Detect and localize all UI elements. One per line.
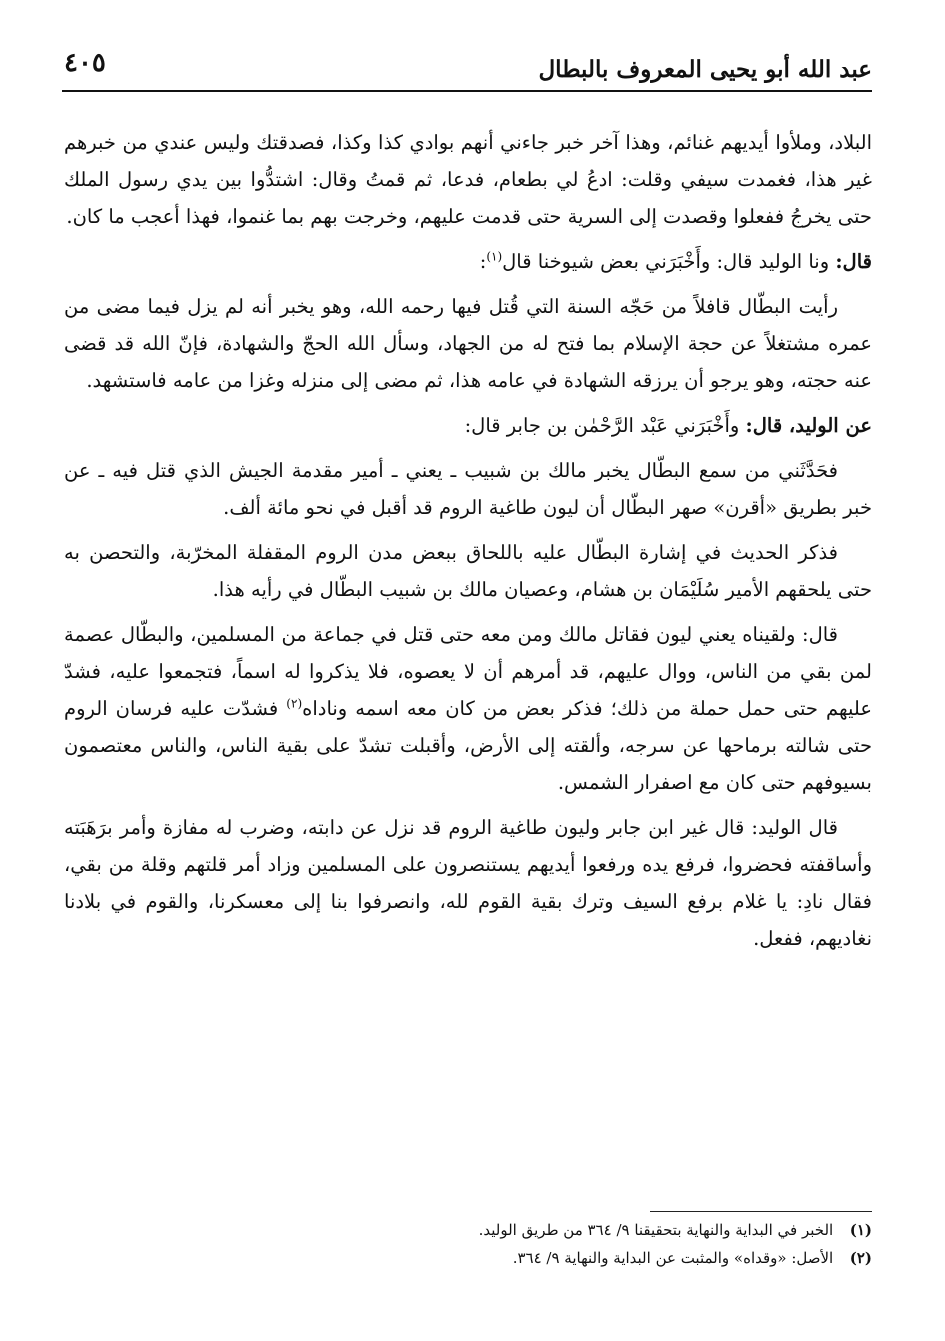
main-text — [64, 124, 872, 965]
footnote-1-mark: (١) — [849, 1221, 872, 1239]
paragraph-1-text: البلاد، وملأوا أيديهم غنائم، وهذا آخر خبر جاءني أنهم بوادي كذا وكذا، فصدقتك وليس عندي من خبرهم غير هذا، فغمدت سيفي وقلت: ادعُ لي بطعام، فدعا، ثم قمتُ وقال: اشتدُّوا بين يدي رسول الملك حتى يخرجُ ففعلوا وقصدت إلى السرية حتى قدمت عليهم، وخرجت بهم بما غنموا، فهذا أعجب ما كان. — [64, 131, 872, 228]
paragraph-5 — [64, 452, 872, 526]
footnote-ref-1: (١) — [486, 249, 503, 264]
paragraph-6 — [64, 534, 872, 608]
footnote-2-text: الأصل: «وقداه» والمثبت عن البداية والنهاية ٩/ ٣٦٤. — [512, 1249, 834, 1267]
footnote-ref-2: (٢) — [286, 696, 303, 711]
page-number: ٤٠٥ — [64, 48, 106, 78]
footnote-2 — [64, 1244, 872, 1272]
page-header — [64, 48, 872, 88]
paragraph-5-text: فحَدَّثَني من سمع البطّال يخبر مالك بن شبيب ـ يعني ـ أمير مقدمة الجيش الذي قتل فيه ـ عن خبر بطريق «أقرن» صهر البطّال أن ليون طاغية الروم قد أقبل في نحو مائة ألف. — [64, 459, 872, 519]
paragraph-3 — [64, 288, 872, 399]
footnote-2-mark: (٢) — [849, 1249, 872, 1267]
footnote-1 — [64, 1216, 872, 1244]
header-rule — [62, 90, 872, 92]
paragraph-8 — [64, 809, 872, 957]
paragraph-3-text: رأيت البطّال قافلاً من حَجّه السنة التي قُتل فيها رحمه الله، وهو يخبر أنه لم يزل فيما مضى من عمره مشتغلاً عن حجة الإسلام بما فتح له من الجهاد، وسأل الله الحجّ والشهادة، فإنّ الله قد قضى عنه حجته، وهو يرجو أن يرزقه الشهادة في عامه هذا، ثم مضى إلى منزله وغزا من عامه فاستشهد. — [64, 295, 872, 392]
paragraph-7 — [64, 616, 872, 801]
paragraph-4 — [64, 407, 872, 444]
paragraph-2 — [64, 243, 872, 280]
footnote-rule — [650, 1211, 872, 1212]
paragraph-7-text: قال: ولقيناه يعني ليون فقاتل مالك ومن معه حتى قتل في جماعة من المسلمين، والبطّال عصمة لمن بقي من الناس، ووال عليهم، قد أمرهم أن لا يعصوه، فلا يذكروا له اسماً، فتجمعوا عليه، فشدّ عليهم حتى حمل حملة من ذلك؛ فذكر بعض من كان معه اسمه وناداه — [64, 623, 872, 720]
paragraph-8-text: قال الوليد: قال غير ابن جابر وليون طاغية الروم قد نزل عن دابته، وضرب له مفازة وأمر برَهَبَته وأساقفته فحضروا، فرفع يده ورفعوا أيديهم يستنصرون على المسلمين وزاد أمر قلتهم وقلة من بقي، فقال نادِ: يا غلام برفع السيف وترك بقية القوم لله، وانصرفوا بنا إلى معسكرنا، والقوم في بلادنا نغاديهم، ففعل. — [64, 816, 872, 950]
paragraph-2-text: ونا الوليد قال: وأَخْبَرَني بعض شيوخنا قال — [502, 250, 830, 273]
paragraph-1 — [64, 124, 872, 235]
footnote-1-text: الخبر في البداية والنهاية بتحقيقنا ٩/ ٣٦٤ من طريق الوليد. — [478, 1221, 834, 1239]
paragraph-2-lead: قال: — [835, 250, 872, 273]
paragraph-4-text: وأَخْبَرَني عَبْد الرَّحْمٰن بن جابر قال: — [464, 414, 740, 437]
footnotes — [64, 1216, 872, 1272]
paragraph-7-tail: فشدّت عليه فرسان الروم حتى شالته برماحها عن سرجه، وألقته إلى الأرض، وأقبلت تشدّ على بقية الناس، والناس معتصمون بسيوفهم حتى كان مع اصفرار الشمس. — [64, 697, 872, 794]
paragraph-6-text: فذكر الحديث في إشارة البطّال عليه باللحاق ببعض مدن الروم المقفلة المخرّبة، والتحصن به حتى يلحقهم الأمير سُلَيْمَان بن هشام، وعصيان مالك بن شبيب البطّال في رأيه هذا. — [64, 541, 872, 601]
paragraph-4-lead: عن الوليد، قال: — [745, 414, 872, 437]
running-title: عبد الله أبو يحيى المعروف بالبطال — [538, 56, 872, 83]
paragraph-2-tail: : — [479, 250, 487, 273]
